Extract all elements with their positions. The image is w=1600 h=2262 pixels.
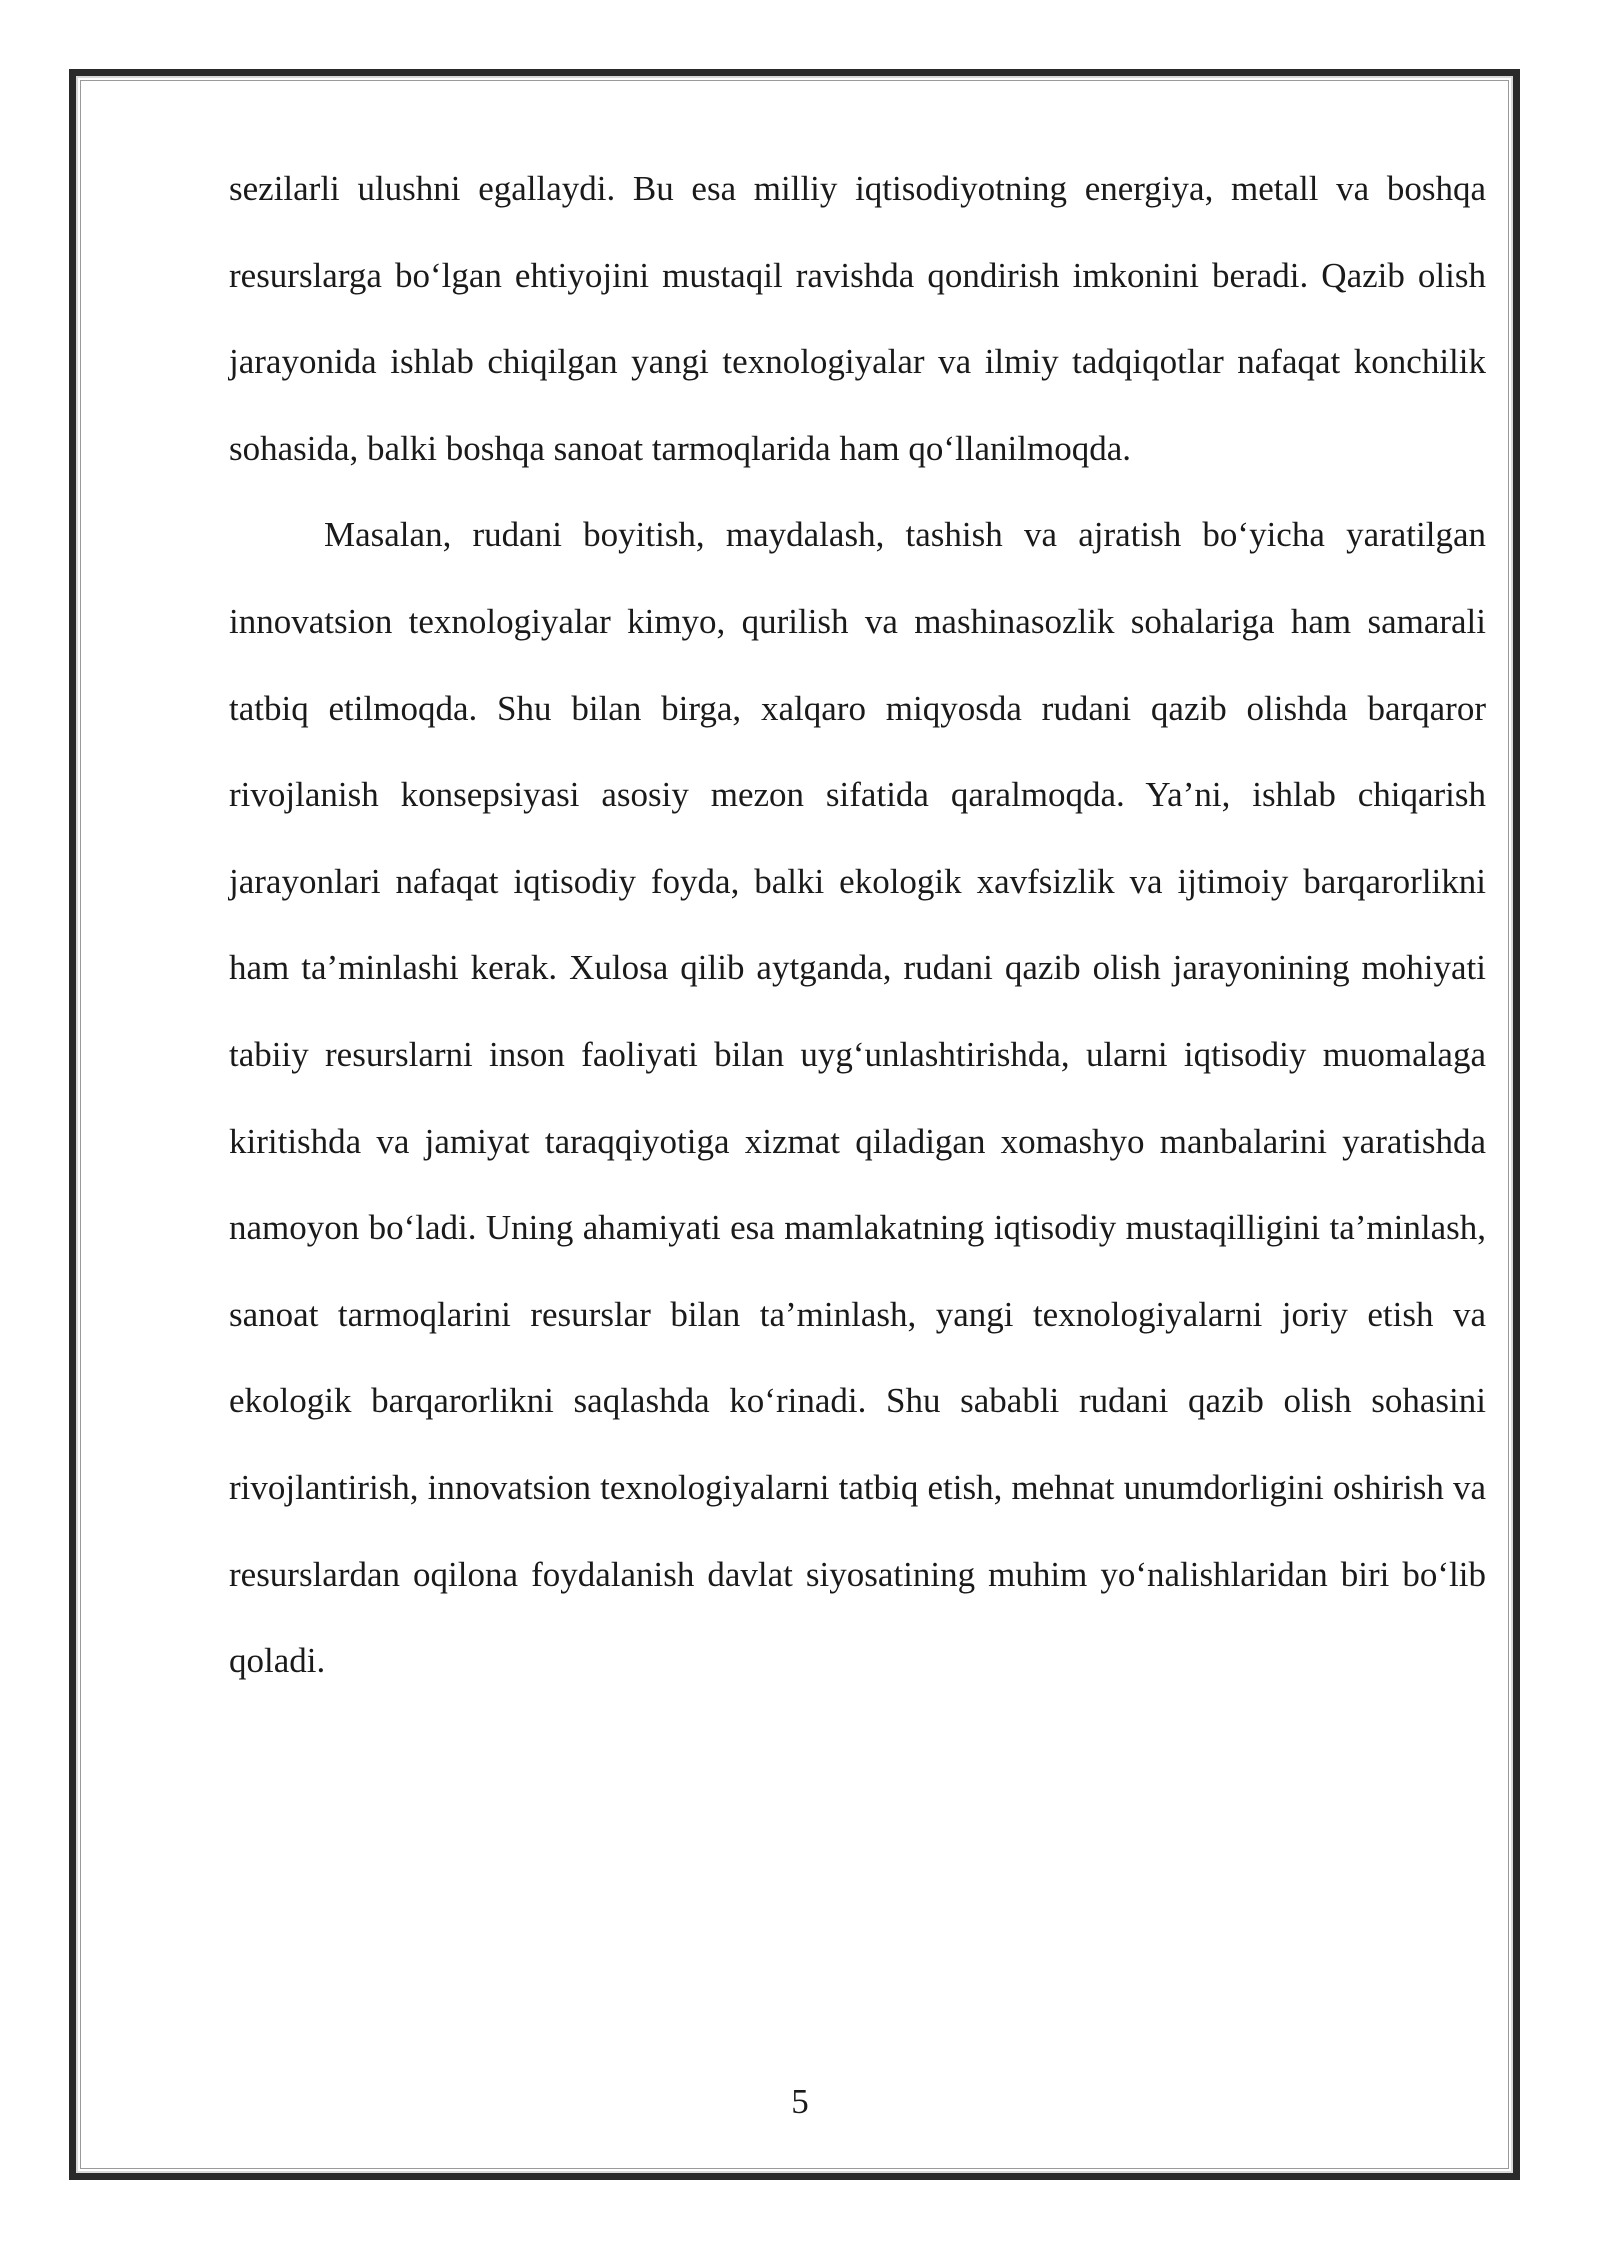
paragraph-continued: sezilarli ulushni egallaydi. Bu esa milliy iqtisodiyotning energiya, metall va boshqa resurslarga bo‘lgan ehtiyojini mustaqil ravishda qondirish imkonini beradi. Qazib olish jarayonida ishlab chiqilgan yangi texnologiyalar va ilmiy tadqiqotlar nafaqat konchilik sohasida, balki boshqa sanoat tarmoqlarida ham qo‘llanilmoqda. — [229, 169, 1486, 468]
body-text — [229, 146, 1486, 1705]
page-number: 5 — [791, 2082, 809, 2121]
paragraph-masalan: Masalan, rudani boyitish, maydalash, tashish va ajratish bo‘yicha yaratilgan innovatsion texnologiyalar kimyo, qurilish va mashinasozlik sohalariga ham samarali tatbiq etilmoqda. Shu bilan birga, xalqaro miqyosda rudani qazib olishda barqaror rivojlanish konsepsiyasi asosiy mezon sifatida qaralmoqda. Ya’ni, ishlab chiqarish jarayonlari nafaqat iqtisodiy foyda, balki ekologik xavfsizlik va ijtimoiy barqarorlikni ham ta’minlashi kerak. Xulosa qilib aytganda, rudani qazib olish jarayonining mohiyati tabiiy resurslarni inson faoliyati bilan uyg‘unlashtirishda, ularni iqtisodiy muomalaga kiritishda va jamiyat taraqqiyotiga xizmat qiladigan xomashyo manbalarini yaratishda namoyon bo‘ladi. Uning ahamiyati esa mamlakatning iqtisodiy mustaqilligini ta’minlash, sanoat tarmoqlarini resurslar bilan ta’minlash, yangi texnologiyalarni joriy etish va ekologik barqarorlikni saqlashda ko‘rinadi. Shu sababli rudani qazib olish sohasini rivojlantirish, innovatsion texnologiyalarni tatbiq etish, mehnat unumdorligini oshirish va resurslardan oqilona foydalanish davlat siyosatining muhim yo‘nalishlaridan biri bo‘lib qoladi. — [229, 515, 1486, 1681]
